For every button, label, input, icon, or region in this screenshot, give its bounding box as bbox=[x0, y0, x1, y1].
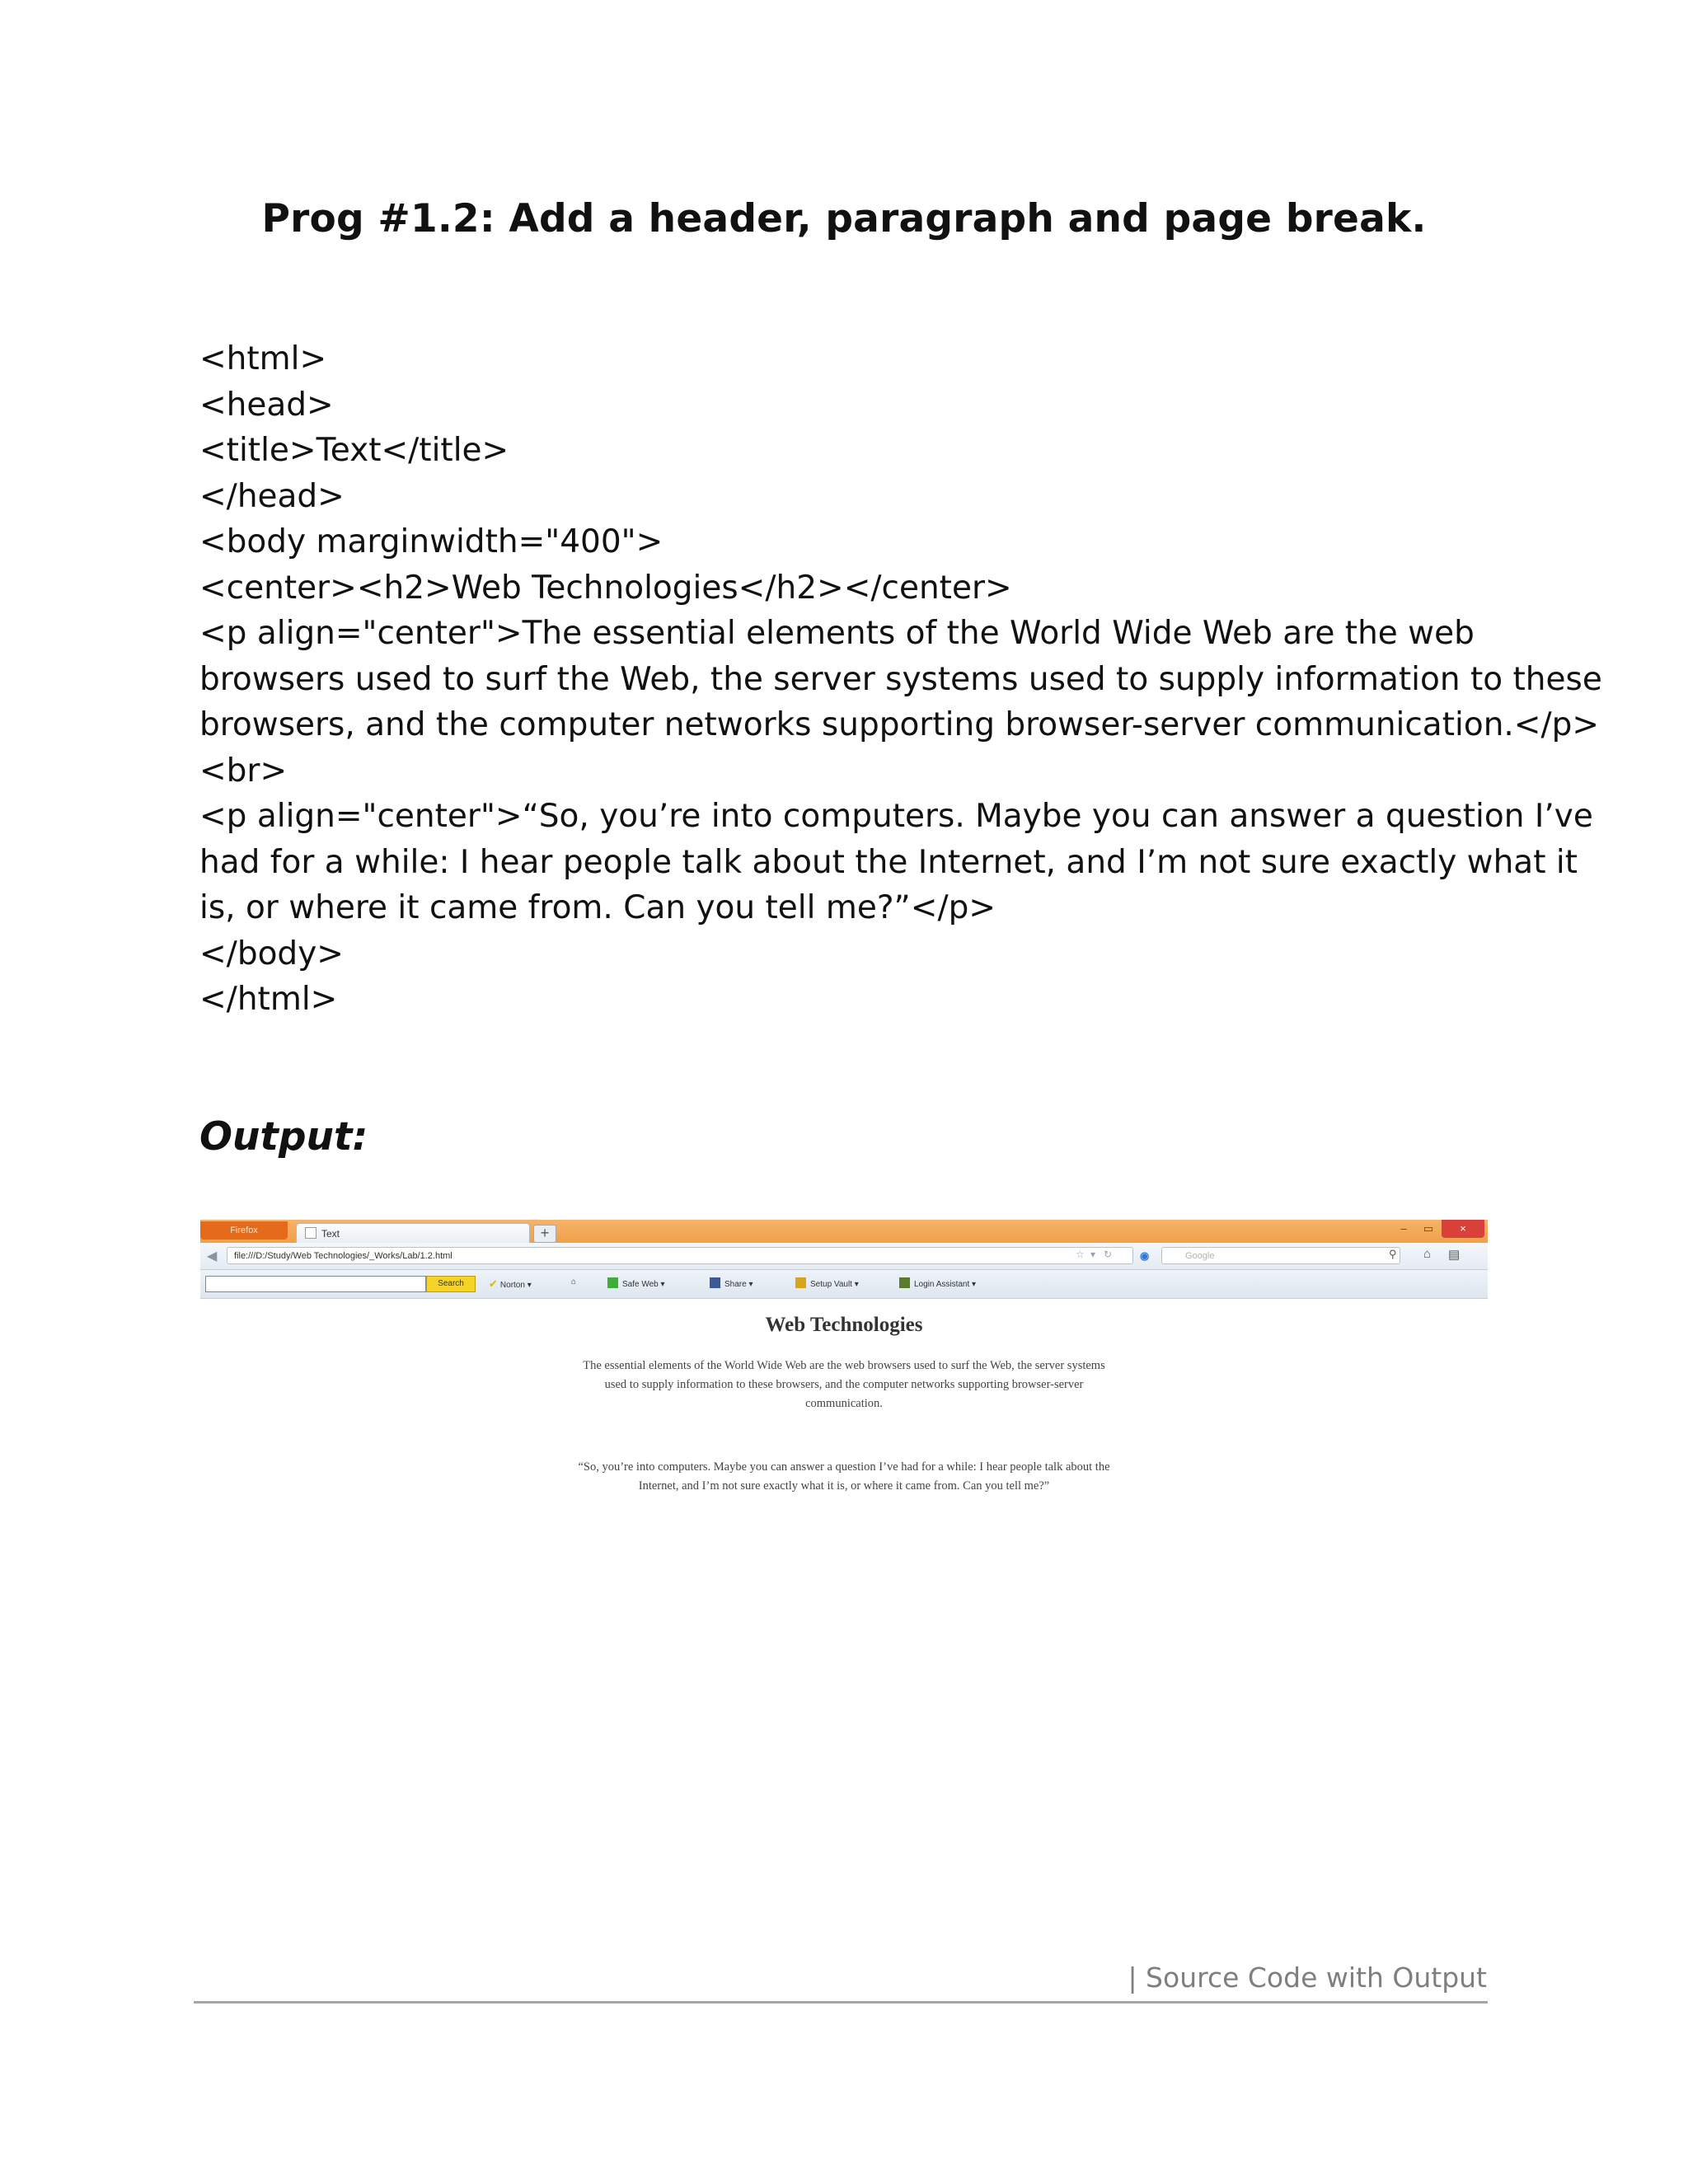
code-line: </body> bbox=[199, 935, 344, 972]
code-line: <br> bbox=[199, 752, 288, 790]
home-icon[interactable]: ⌂ bbox=[1423, 1247, 1432, 1261]
toolbar-search-input[interactable] bbox=[205, 1276, 426, 1292]
output-label: Output: bbox=[199, 1114, 368, 1160]
facebook-icon bbox=[710, 1277, 720, 1288]
setup-vault-button[interactable]: Setup Vault ▾ bbox=[795, 1277, 859, 1289]
search-engine-icon[interactable]: ◉ bbox=[1140, 1249, 1150, 1262]
toolbar-search-button[interactable]: Search bbox=[426, 1276, 476, 1292]
norton-toolbar bbox=[200, 1270, 1488, 1299]
minimize-button[interactable]: – bbox=[1400, 1222, 1407, 1235]
code-line: <head> bbox=[199, 386, 334, 424]
browser-tab[interactable] bbox=[296, 1223, 530, 1244]
page-footer: | Source Code with Output bbox=[1128, 1961, 1487, 1994]
search-placeholder: Google bbox=[1185, 1251, 1215, 1261]
code-line: is, or where it came from. Can you tell me?”</p> bbox=[199, 889, 996, 926]
code-line: browsers, and the computer networks supporting browser-server communication.</p> bbox=[199, 706, 1600, 743]
menu-icon[interactable]: ▤ bbox=[1448, 1248, 1461, 1262]
bookmark-star-icon[interactable]: ☆ bbox=[1076, 1249, 1085, 1260]
reload-icon[interactable]: ↻ bbox=[1104, 1249, 1113, 1260]
browser-navbar bbox=[200, 1243, 1488, 1270]
dropdown-arrow-icon[interactable]: ▾ bbox=[1090, 1249, 1096, 1260]
code-line: <center><h2>Web Technologies</h2></center> bbox=[199, 569, 1012, 607]
new-tab-button[interactable]: + bbox=[533, 1225, 556, 1243]
vault-icon bbox=[795, 1277, 806, 1288]
rendered-paragraph: The essential elements of the World Wide Web are the web browsers used to surf the Web, the server systems used to supply information to these browsers, and the computer networks supporting browser-server communication. bbox=[583, 1359, 1105, 1410]
code-line: </head> bbox=[199, 477, 345, 515]
rendered-paragraph: “So, you’re into computers. Maybe you can answer a question I’ve had for a while: I hear people talk about the Internet, and I’m not sure exactly what it is, or where it came from. Can you tell me?” bbox=[578, 1460, 1110, 1493]
back-arrow-icon[interactable]: ◀ bbox=[207, 1249, 218, 1263]
home-icon[interactable]: ⌂ bbox=[571, 1277, 577, 1286]
code-line: <p align="center">The essential elements of the World Wide Web are the web bbox=[199, 615, 1475, 652]
share-button[interactable]: Share ▾ bbox=[710, 1277, 753, 1289]
footer-divider bbox=[194, 2001, 1488, 2004]
url-text: file:///D:/Study/Web Technologies/_Works/Lab/1.2.html bbox=[234, 1251, 452, 1261]
search-icon[interactable]: ⚲ bbox=[1389, 1248, 1397, 1260]
firefox-menu-button[interactable]: Firefox bbox=[200, 1221, 288, 1240]
login-icon bbox=[899, 1277, 910, 1288]
checkmark-icon: ✔ bbox=[489, 1277, 498, 1290]
code-line: </html> bbox=[199, 981, 338, 1018]
browser-titlebar bbox=[200, 1220, 1488, 1243]
code-line: <html> bbox=[199, 340, 327, 377]
norton-button[interactable]: ✔ Norton ▾ bbox=[489, 1277, 532, 1290]
login-assistant-button[interactable]: Login Assistant ▾ bbox=[899, 1277, 976, 1289]
code-line: <body marginwidth="400"> bbox=[199, 523, 663, 560]
source-code-block bbox=[199, 336, 1602, 1023]
code-line: <title>Text</title> bbox=[199, 432, 509, 469]
rendered-heading: Web Technologies bbox=[765, 1314, 923, 1336]
rendered-page bbox=[200, 1299, 1488, 1549]
code-line: browsers used to surf the Web, the server systems used to supply information to these bbox=[199, 660, 1602, 698]
safe-web-icon bbox=[607, 1277, 618, 1288]
code-line: <p align="center">“So, you’re into computers. Maybe you can answer a question I’ve bbox=[199, 798, 1593, 835]
page-title: Prog #1.2: Add a header, paragraph and page break. bbox=[261, 196, 1427, 241]
browser-screenshot bbox=[200, 1220, 1488, 1549]
tab-title: Text bbox=[321, 1228, 340, 1240]
address-bar[interactable] bbox=[227, 1247, 1133, 1264]
close-button[interactable]: × bbox=[1442, 1220, 1484, 1238]
maximize-button[interactable]: ▭ bbox=[1423, 1222, 1434, 1235]
page-icon bbox=[305, 1227, 316, 1239]
web-search-input[interactable] bbox=[1161, 1247, 1400, 1264]
code-line: had for a while: I hear people talk about the Internet, and I’m not sure exactly what it bbox=[199, 843, 1578, 881]
safe-web-button[interactable]: Safe Web ▾ bbox=[607, 1277, 665, 1289]
